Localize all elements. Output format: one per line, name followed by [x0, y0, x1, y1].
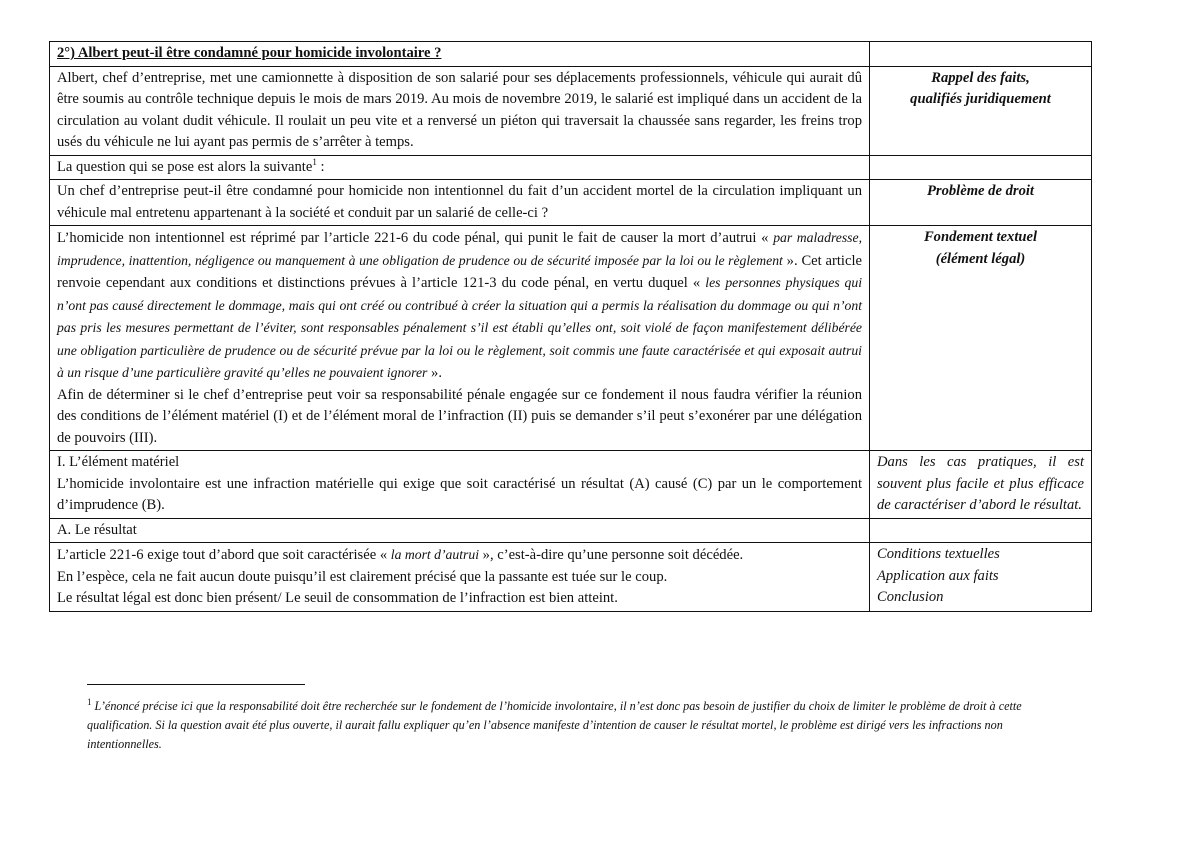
resultat-notes — [870, 543, 1092, 612]
facts-text: Albert, chef d’entreprise, met une camionnette à disposition de son salarié pour ses déplacements professionnels, véhicule qui aurait dû être soumis au contrôle technique depuis le mois de mars 2019. Au mois de novembre 2019, le salarié est impliqué dans un accident de la circulation au volant dudit véhicule. Il roulait un peu vite et a renversé un piéton qui traversait la chaussée sans regarder, les freins trop usés du véhicule ne lui ayant pas permis de s’arrêter à temps. — [50, 66, 870, 155]
element-materiel-text: L’homicide involontaire est une infraction matérielle qui exige que soit caractérisé un résultat (A) causé (C) par un le comportement d’imprudence (B). — [57, 475, 862, 513]
element-materiel-heading: I. L’élément matériel — [57, 454, 180, 470]
note-conditions: Conditions textuelles — [877, 546, 1000, 562]
facts-note-line1: Rappel des faits, — [931, 69, 1030, 86]
note-conclusion: Conclusion — [877, 589, 944, 605]
legal-basis-paragraph-1 — [57, 227, 862, 385]
legal-basis-text-a: L’homicide non intentionnel est réprimé par l’article 221-6 du code pénal, qui punit le fait de causer la mort d’autrui « — [57, 230, 774, 246]
question-intro-cell — [50, 155, 870, 180]
resultat-heading-row — [50, 518, 1092, 543]
article-121-3-quote: les personnes physiques qui n’ont pas causé directement le dommage, mais qui ont créé ou contribué à créer la situation qui a permis la réalisation du dommage ou qui n’ont pas pris les mesures permettant de l’éviter, sont responsables pénalement s’il est établi qu’elles ont, soit violé de façon manifestement délibérée une obligation particulière de prudence ou de sécurité prévue par la loi ou le règlement, soit commis une faute caractérisée et qui exposait autrui à un risque d’une particulière gravité qu’elles ne pouvaient ignorer — [57, 275, 862, 380]
article-221-6-quote: par maladresse, imprudence, inattention, négligence ou manquement à une obligation de prudence ou de sécurité imposée par la loi ou le règlement — [57, 230, 862, 268]
legal-basis-note-line2: (élément légal) — [935, 250, 1026, 267]
legal-basis-note-line1: Fondement textuel — [923, 229, 1038, 245]
resultat-line-1-b: », c’est-à-dire qu’une personne soit décédée. — [479, 547, 744, 563]
facts-note — [870, 66, 1092, 155]
element-materiel-note: Dans les cas pratiques, il est souvent plus facile et plus efficace de caractériser d’abord le résultat. — [870, 451, 1092, 519]
legal-basis-note — [870, 226, 1092, 451]
problem-text: Un chef d’entreprise peut-il être condamné pour homicide non intentionnel du fait d’un accident mortel de la circulation impliquant un véhicule mal entretenu appartenant à la société et conduit par un salarié de celle-ci ? — [50, 180, 870, 226]
footnote-text: L’énoncé précise ici que la responsabilité doit être recherchée sur le fondement de l’homicide involontaire, il n’est donc pas besoin de justifier du choix de limiter le problème de droit à cette qualification. Si la question avait été plus ouverte, il aurait fallu expliquer qu’en l’absence manifeste d’intention de causer le résultat mortel, le problème est dirigé vers les infractions non intentionnelles. — [87, 699, 1022, 751]
empty-side-cell — [870, 518, 1092, 543]
section-title-cell — [50, 42, 870, 67]
resultat-line-2: En l’espèce, cela ne fait aucun doute puisqu’il est clairement précisé que la passante est tuée sur le coup. — [57, 568, 668, 585]
element-materiel-row — [50, 451, 1092, 519]
question-intro-text: La question qui se pose est alors la suivante — [57, 158, 313, 175]
question-intro-colon: : — [316, 158, 325, 175]
analysis-table — [49, 41, 1092, 612]
resultat-line-1-a: L’article 221-6 exige tout d’abord que soit caractérisée « — [57, 547, 391, 563]
resultat-heading: A. Le résultat — [50, 518, 870, 543]
problem-note: Problème de droit — [870, 180, 1092, 226]
facts-row — [50, 66, 1092, 155]
note-application: Application aux faits — [877, 567, 999, 584]
problem-row — [50, 180, 1092, 226]
empty-side-cell — [870, 155, 1092, 180]
empty-side-cell — [870, 42, 1092, 67]
section-title: 2°) Albert peut-il être condamné pour homicide involontaire ? — [57, 45, 442, 61]
legal-basis-text-c: ». — [427, 365, 442, 381]
resultat-line-1 — [57, 544, 862, 567]
footnote — [87, 697, 1077, 754]
mort-autrui-quote: la mort d’autrui — [390, 547, 479, 562]
element-materiel-cell — [50, 451, 870, 519]
legal-basis-paragraph-2: Afin de déterminer si le chef d’entreprise peut voir sa responsabilité pénale engagée sur ce fondement il nous faudra vérifier la réunion des conditions de l’élément matériel (I) et de l’élément moral de l’infraction (II) puis se demander s’il peut s’exonérer par une délégation de pouvoirs (III). — [57, 386, 862, 446]
footnote-separator — [87, 684, 305, 685]
resultat-row — [50, 543, 1092, 612]
title-row — [50, 42, 1092, 67]
legal-basis-row — [50, 226, 1092, 451]
resultat-cell — [50, 543, 870, 612]
facts-note-line2: qualifiés juridiquement — [910, 91, 1051, 107]
legal-basis-text-b: ». Cet article renvoie cependant aux conditions et distinctions prévues à l’article 121-3 du code pénal, en vertu duquel « — [57, 252, 862, 291]
resultat-line-3: Le résultat légal est donc bien présent/ Le seuil de consommation de l’infraction est bien atteint. — [57, 590, 618, 606]
footnote-reference: 1 — [312, 156, 317, 167]
legal-basis-cell — [50, 226, 870, 451]
question-intro-row — [50, 155, 1092, 180]
footnote-mark: 1 — [87, 696, 92, 707]
